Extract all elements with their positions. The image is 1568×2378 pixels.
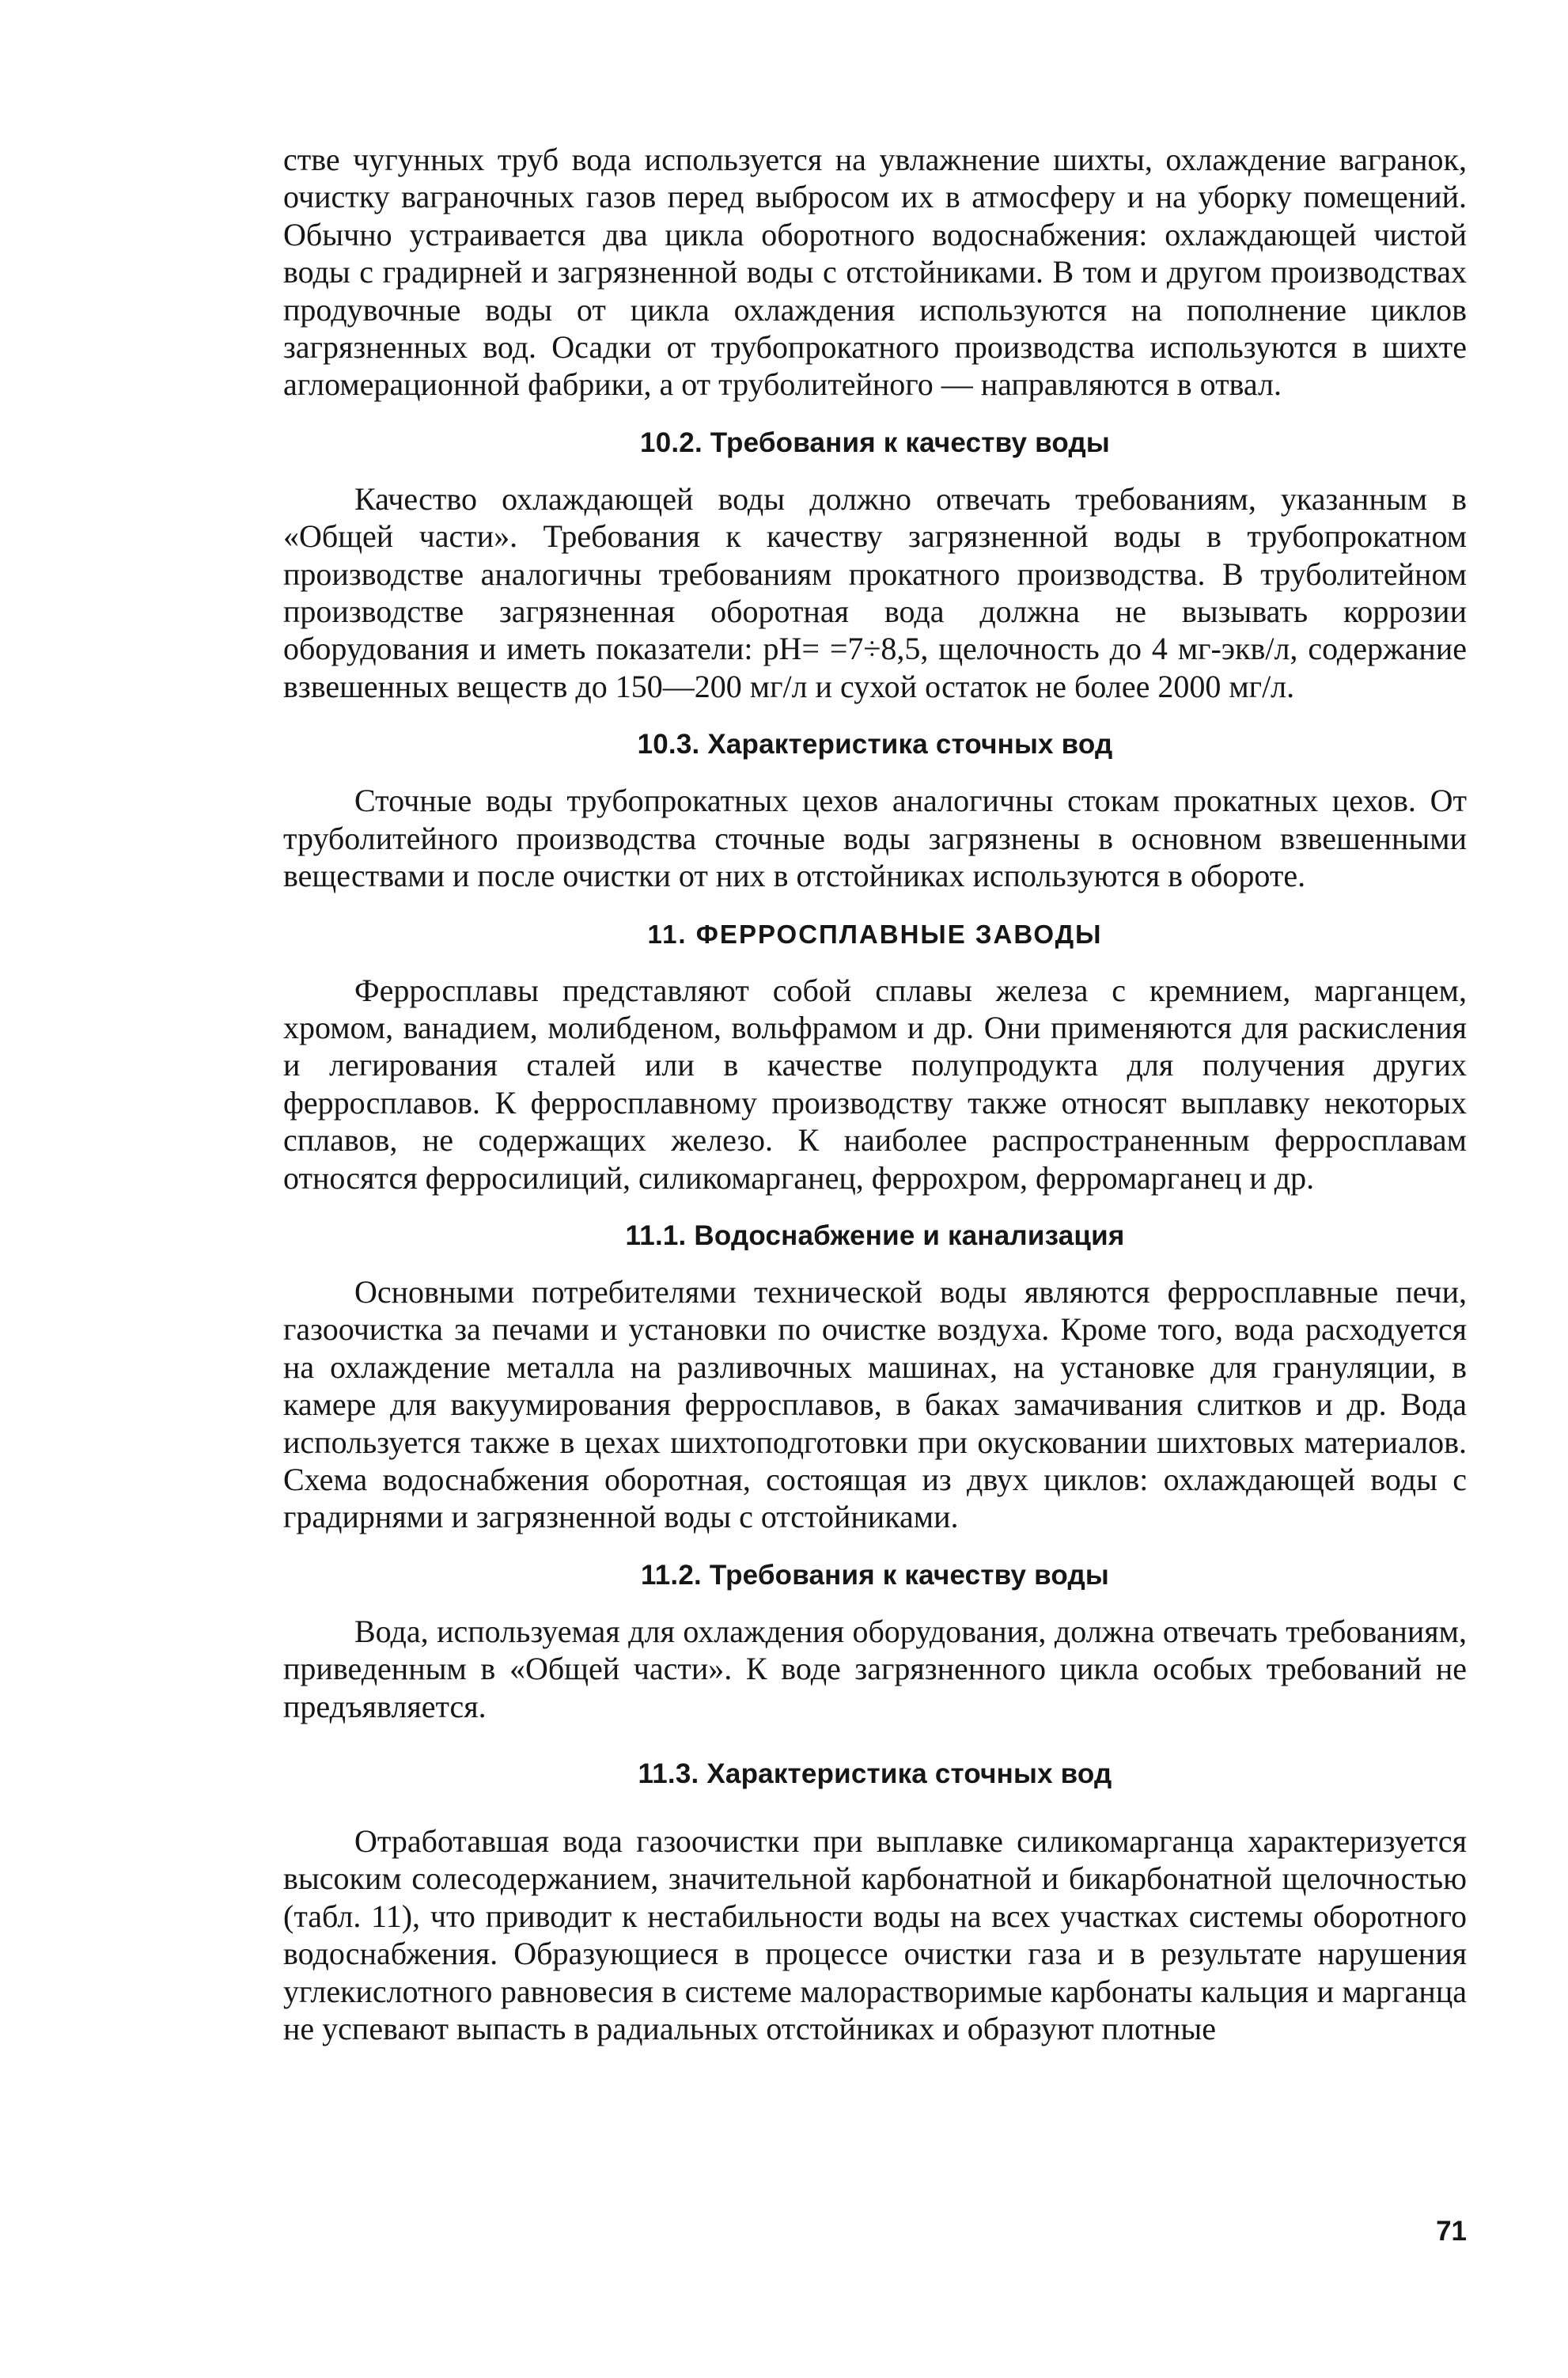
section-11-1-paragraph: Основными потребителями технической воды являются ферросплавные печи, газоочистка за печами и установки по очистке воздуха. Кроме того, вода расходуется на охлаждение металла на разливочных машинах, на установке для грануляции, в камере для вакуумирования ферросплавов, в баках замачивания слитков и др. Вода используется также в цехах шихтоподготовки при окусковании шихтовых материалов. Схема водоснабжения оборотная, состоящая из двух циклов: охлаждающей воды с градирнями и загрязненной воды с отстойниками.	[283, 1273, 1467, 1535]
section-10-3-heading: 10.3. Характеристика сточных вод	[637, 729, 1113, 760]
page-number: 71	[1436, 2216, 1467, 2247]
section-10-2-paragraph: Качество охлаждающей воды должно отвечать требованиям, указанным в «Общей части». Требования к качеству загрязненной воды в трубопрокатном производстве аналогичны требованиям прокатного производства. В труболитейном производстве загрязненная оборотная вода должна не вызывать коррозии оборудования и иметь показатели: pH= =7÷8,5, щелочность до 4 мг-экв/л, содержание взвешенных веществ до 150—200 мг/л и сухой остаток не более 2000 мг/л.	[283, 480, 1467, 704]
section-11-2-paragraph: Вода, используемая для охлаждения оборудования, должна отвечать требованиям, приведенным в «Общей части». К воде загрязненного цикла особых требований не предъявляется.	[283, 1613, 1467, 1724]
page-body	[283, 141, 1467, 2047]
chapter-11-paragraph: Ферросплавы представляют собой сплавы железа с кремнием, марганцем, хромом, ванадием, молибденом, вольфрамом и др. Они применяются для раскисления и легирования сталей или в качестве полупродукта для получения других ферросплавов. К ферросплавному производству также относят выплавку некоторых сплавов, не содержащих железо. К наиболее распространенным ферросплавам относятся ферросилиций, силикомарганец, феррохром, ферромарганец и др.	[283, 972, 1467, 1196]
section-11-3-heading: 11.3. Характеристика сточных вод	[638, 1758, 1112, 1789]
section-11-3-paragraph: Отработавшая вода газоочистки при выплавке силикомарганца характеризуется высоким солесодержанием, значительной карбонатной и бикарбонатной щелочностью (табл. 11), что приводит к нестабильности воды на всех участках системы оборотного водоснабжения. Образующиеся в процессе очистки газа и в результате нарушения углекислотного равновесия в системе малорастворимые карбонаты кальция и марганца не успевают выпасть в радиальных отстойниках и образуют плотные	[283, 1823, 1467, 2047]
section-11-1-heading: 11.1. Водоснабжение и канализация	[625, 1219, 1125, 1251]
section-11-2-heading: 11.2. Требования к качеству воды	[641, 1559, 1109, 1591]
section-10-3-paragraph: Сточные воды трубопрокатных цехов аналогичны стокам прокатных цехов. От труболитейного производства сточные воды загрязнены в основном взвешенными веществами и после очистки от них в отстойниках используются в обороте.	[283, 783, 1467, 894]
section-10-2-heading: 10.2. Требования к качеству воды	[640, 427, 1110, 458]
continuation-paragraph: стве чугунных труб вода используется на увлажнение шихты, охлаждение вагранок, очистку ваграночных газов перед выбросом их в атмосферу и на уборку помещений. Обычно устраивается два цикла оборотного водоснабжения: охлаждающей чистой воды с градирней и загрязненной воды с отстойниками. В том и другом производствах продувочные воды от цикла охлаждения используются на пополнение циклов загрязненных вод. Осадки от трубопрокатного производства используются в шихте агломерационной фабрики, а от труболитейного — направляются в отвал.	[283, 142, 1467, 403]
chapter-11-heading: 11. ФЕРРОСПЛАВНЫЕ ЗАВОДЫ	[647, 919, 1103, 949]
